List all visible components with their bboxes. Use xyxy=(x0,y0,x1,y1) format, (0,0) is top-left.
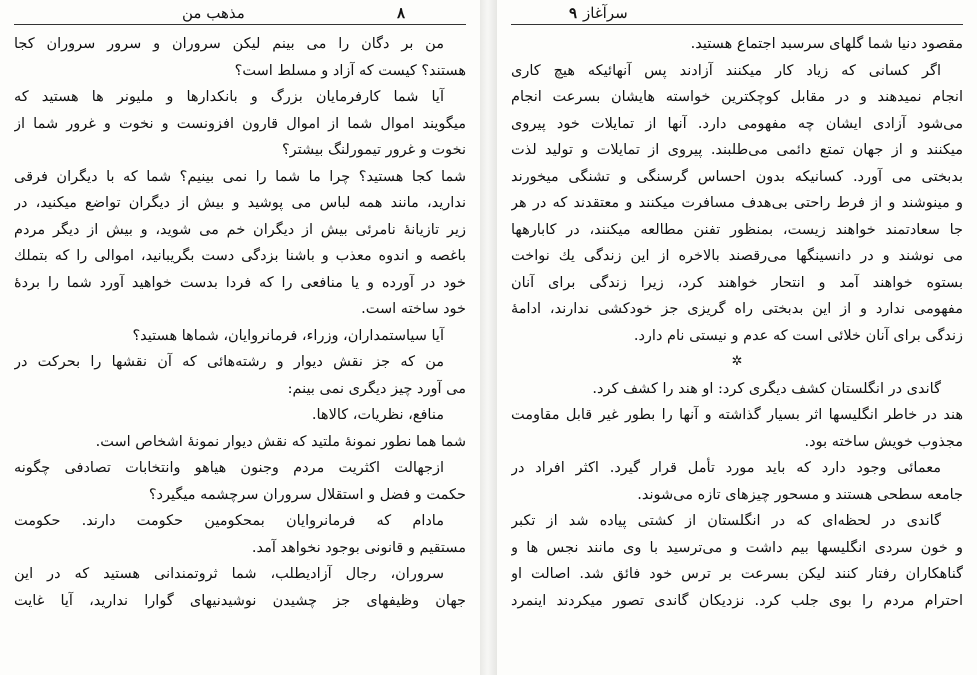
text-line: خود در آورده و یا منافعی را که فردا بدست خواهید آورد شما را بردهٔ xyxy=(14,274,466,291)
text-line: من که جز نقش دیوار و رشته‌هائی که آن نقشها را بحرکت در xyxy=(14,354,444,370)
text-line: اگر کسانی که زیاد کار میکنند آزادند پس آنهائیکه هیچ کاری xyxy=(511,62,941,79)
right-page xyxy=(497,0,977,675)
left-page-header xyxy=(14,2,466,25)
text-line: می نوشند و در دانسینگها می‌رقصند بالاخره از این زندگی یك نواخت xyxy=(511,248,963,264)
text-line: میکنند و از جهان تمتع دائمی می‌طلبند. پیروی از تمایلات و تولید لذت xyxy=(511,142,963,158)
text-line: هند در خاطر انگلیسها اثر بسیار گذاشته و آنها را بطور غیر قابل مقاومت xyxy=(511,407,963,423)
text-line: می‌شود آزادی ایشان چه مفهومی دارد. آنها از تمایلات خود پیروی xyxy=(511,115,963,132)
text-line: مستقیم و قانونی بوجود نخواهد آمد. xyxy=(251,539,466,556)
text-line: گاندی در انگلستان کشف دیگری کرد: او هند را کشف کرد. xyxy=(592,380,941,397)
text-line: من بر دگان را می بینم لیکن سروران و سرور سروران کجا xyxy=(14,36,444,52)
text-line: مادام که فرمانروایان بمحکومین حکومت دارند. حکومت xyxy=(14,513,444,529)
section-divider: ✲ xyxy=(731,354,743,369)
text-line: زندگی برای آنان خلائی است که عدم و نیستی نام دارد. xyxy=(633,327,963,344)
text-line: معمائی وجود دارد که باید مورد تأمل قرار گیرد. اکثر افراد در xyxy=(511,460,941,476)
text-line: جامعه سطحی هستند و مسحور چیزهای تازه می‌شوند. xyxy=(637,486,963,503)
text-line: زیر تازیانهٔ نامرئی بیش از دیگران خم می شوید، و بیش از دیگر مردم xyxy=(14,221,466,238)
text-line: مجذوب خویش ساخته بود. xyxy=(804,433,963,450)
text-line: ندارید، مانند همه لباس می پوشید و بیش از دیگران تواضع میکنید، در xyxy=(14,195,466,211)
book-gutter xyxy=(480,0,497,675)
text-line: گناهکاران رفتار کنند لیکن بسرعت بر ترس خود فائق شد. اصالت او xyxy=(511,566,963,582)
text-line: می آورد چیز دیگری نمی بینم: xyxy=(287,380,466,397)
text-line: گاندی در لحظه‌ای که در انگلستان از کشتی پیاده شد از تکبر xyxy=(511,513,941,529)
left-page-body xyxy=(14,31,466,614)
text-line: جهان وظیفهای جز چشیدن نوشیدنیهای گوارا ندارید، آیا غایت xyxy=(14,592,466,609)
text-line: خود ساخته است. xyxy=(361,301,466,317)
text-line: احترام مردم را بوی جلب کرد. نزدیکان گاندی تصور میکردند اینمرد xyxy=(511,592,963,609)
text-line: انجام نمیدهند و در مقابل کوچکترین خواسته هایشان بسرعت انجام xyxy=(511,89,963,105)
text-line: منافع، نظریات، کالاها. xyxy=(311,407,444,423)
text-line: شما کجا هستید؟ چرا ما شما را نمی بینیم؟ شما که با دیگران فرقی xyxy=(14,168,466,185)
text-line: حکمت و فضل و استقلال سروران سرچشمه میگیرد؟ xyxy=(148,486,466,503)
text-line: مفهومی ندارد و از این بدبختی راه گریزی جز خودکشی ندارند، ادامهٔ xyxy=(511,301,963,317)
text-line: و مینوشند و از فرط راحتی بی‌هدف مسافرت میکنند و معتقدند که در هر xyxy=(511,195,963,211)
text-line: بدبختی می آورد. کسانیکه بدون احساس گرسنگی و تشنگی میخورند xyxy=(511,168,963,185)
left-page-running-title: مذهب من xyxy=(182,4,245,22)
text-line: میگویند اموال شما از اموال قارون افزونست و نخوت و غرور شما از xyxy=(14,115,466,132)
text-line: شما هما نطور نمونهٔ ملتید که نقش دیوار نمونهٔ اشخاص است. xyxy=(95,433,466,450)
text-line: هستند؟ کیست که آزاد و مسلط است؟ xyxy=(234,62,466,79)
left-page xyxy=(0,0,480,675)
text-line: باغصه و اندوه معذب و باشنا بزدگی دست بگریبانید، اموالی را که بتملك xyxy=(14,248,466,264)
text-line: آیا شما کارفرمایان بزرگ و بانکدارها و ملیونر ها هستید که xyxy=(14,89,444,105)
right-page-running-title: سرآغاز xyxy=(583,4,628,22)
text-line: جا سعادتمند خواهند زیست، بمنظور تفنن مطالعه میکنند، در کابارهها xyxy=(511,221,963,238)
text-line: آیا سیاستمداران، وزراء، فرمانروایان، شماها هستید؟ xyxy=(132,327,444,344)
right-page-body xyxy=(511,31,963,614)
right-page-number: ۹ xyxy=(569,4,578,22)
left-page-number: ۸ xyxy=(397,4,406,22)
text-line: سروران، رجال آزادیطلب، شما ثروتمندانی هستید که در این xyxy=(14,566,444,582)
text-line: ازجهالت اکثریت مردم وجنون هیاهو وانتخابات تصادفی چگونه xyxy=(14,460,444,476)
right-page-header xyxy=(511,2,963,25)
text-line: مقصود دنیا شما گلهای سرسبد اجتماع هستید. xyxy=(690,36,963,52)
text-line: نخوت و غرور تیمورلنگ بیشتر؟ xyxy=(281,142,466,158)
text-line: بستوه خواهند آمد و انتحار خواهند کرد، زیرا زندگی برای آنان xyxy=(511,274,963,291)
text-line: و خون سردی انگلیسها بیم داشت و می‌ترسید با وی مانند نجس ها و xyxy=(511,539,963,556)
